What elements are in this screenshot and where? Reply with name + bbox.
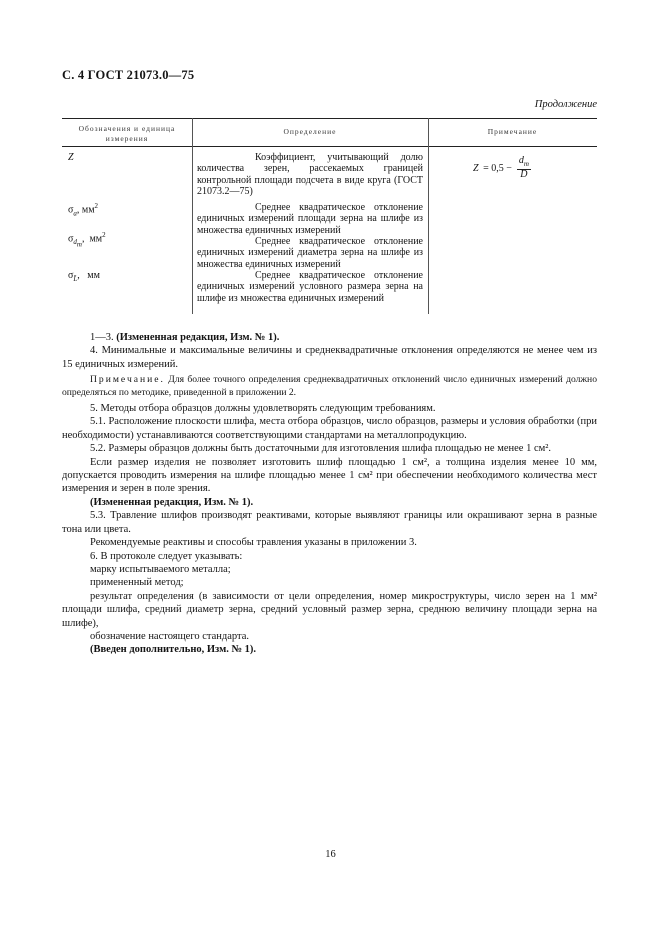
symbol-sigma-a: $\sigma_a$, $мм^2$ xyxy=(68,202,99,218)
paragraph-8: 5.3. Травление шлифов производят реактивами, которые выявляют границы или окрашивают зерна в разные тона или цвета. xyxy=(62,510,597,535)
symbol-sigma-l: $\sigma_{L̄}$, мм xyxy=(68,270,100,283)
definition-sigma-l: Среднее квадратическое отклонение единичных измерений условного размера зерна на шлифе из множества единичных измерений xyxy=(197,270,423,304)
note-formula: Z = 0,5 − $\frac{d_m}{D}$ xyxy=(473,155,529,180)
table-header-symbol: Обозначения и единица измерения xyxy=(78,124,176,143)
body-text xyxy=(62,331,597,657)
page-number: 16 xyxy=(325,849,336,860)
table-col-divider-1 xyxy=(192,118,193,314)
paragraph-2: 4. Минимальные и максимальные величины и среднеквадратичные отклонения определяются не менее чем из 15 единичных измерений. xyxy=(62,345,597,370)
table-header-note: Примечание xyxy=(487,127,538,136)
paragraph-12: примененный метод; xyxy=(90,577,184,589)
continuation-label: Продолжение xyxy=(534,99,597,110)
paragraph-5: 5.2. Размеры образцов должны быть достаточными для изготовления шлифа площадью не менее 1 см². xyxy=(90,443,552,455)
table-header-rule xyxy=(62,146,597,147)
paragraph-9: Рекомендуемые реактивы и способы травления указаны в приложении 3. xyxy=(90,537,417,549)
paragraph-14: обозначение настоящего стандарта. xyxy=(90,630,250,642)
paragraph-6: Если размер изделия не позволяет изготовить шлиф площадью 1 см², а толщина изделия менее 10 мм, допускается проводить измерения на шлифе площадью менее 1 см² при обеспечении необходимого количества мест измерения и зерен в поле зрения. xyxy=(62,456,597,495)
definition-z: Коэффициент, учитывающий долю количества зерен, рассекаемых границей контрольной площади подсчета в виде круга (ГОСТ 21073.2—75) xyxy=(197,152,423,198)
paragraph-10: 6. В протоколе следует указывать: xyxy=(90,550,243,562)
paragraph-11: марку испытываемого металла; xyxy=(90,563,231,575)
paragraph-3: 5. Методы отбора образцов должны удовлетворять следующим требованиям. xyxy=(90,403,436,415)
symbol-sigma-dm: $\sigma_{d_m}$, $мм^2$ xyxy=(68,231,106,249)
paragraph-4: 5.1. Расположение плоскости шлифа, места отбора образцов, число образцов, размеры и условия обработки (при необходимости) устанавливаются соответствующими стандартами на металлопродукцию. xyxy=(62,416,597,441)
table-top-rule xyxy=(62,118,597,119)
symbol-z: Z xyxy=(68,152,74,163)
table-header-definition: Определение xyxy=(283,127,337,136)
formula-fraction: $\frac{d_m}{D}$ xyxy=(518,155,529,180)
page-header: С. 4 ГОСТ 21073.0—75 xyxy=(62,68,195,82)
table-col-divider-2 xyxy=(428,118,429,314)
paragraph-13: результат определения (в зависимости от цели определения, номер микроструктуры, число зерен на 1 мм² площади шлифа, средний диаметр зерна, средний условный размер зерна, среднюю величину площади зерна на шлифе), xyxy=(62,590,597,629)
definition-sigma-dm: Среднее квадратическое отклонение единичных измерений диаметра зерна на шлифе из множества единичных измерений xyxy=(197,236,423,270)
paragraph-15: (Введен дополнительно, Изм. № 1). xyxy=(90,644,257,656)
paragraph-7: (Измененная редакция, Изм. № 1). xyxy=(90,496,254,508)
note-paragraph: Примечание. Для более точного определения среднеквадратичных отклонений число единичных измерений должно определяться по методике, приведенной в приложении 2. xyxy=(62,374,597,398)
paragraph-1: 1—3. (Измененная редакция, Изм. № 1). xyxy=(90,332,280,343)
definition-sigma-a: Среднее квадратическое отклонение единичных измерений площади зерна на шлифе из множества единичных измерений xyxy=(197,202,423,236)
